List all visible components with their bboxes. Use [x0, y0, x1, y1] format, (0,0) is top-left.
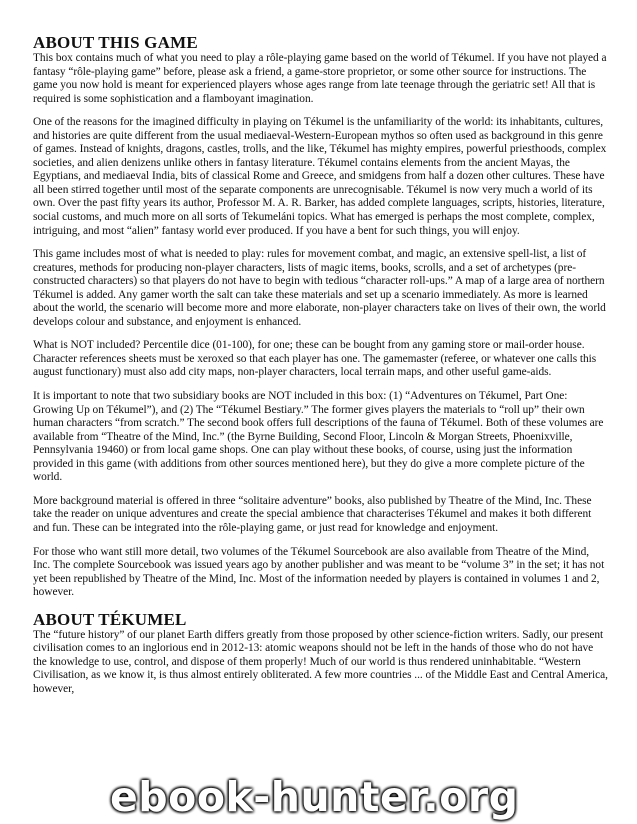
- watermark-text: ebook-hunter.org: [110, 773, 519, 821]
- paragraph: It is important to note that two subsidiary books are NOT included in this box: (1) “Adventures on Tékumel, Part One: Growing Up on Tékumel”), and (2) The “Tékumel Bestiary.” The former gives players the materials to “roll up” their own human characters “from scratch.” The second book offers full descriptions of the fauna of Tékumel. Both of these volumes are available from “Theatre of the Mind, Inc.” (the Byrne Building, Second Floor, Lincoln & Morgan Streets, Phoenixville, Pennsylvania 19460) or from local game shops. One can play without these books, of course, using just the information provided in this game (with additions from other sources mentioned here), but they do give a more complete picture of the world.: [33, 390, 604, 484]
- paragraph: One of the reasons for the imagined difficulty in playing on Tékumel is the unfamiliarity of the world: its inhabitants, cultures, and histories are quite different from the usual mediaeval-Western-European mythos so often used as background in this genre of games. Instead of knights, dragons, castles, trolls, and the like, Tékumel has mighty empires, powerful priesthoods, complex societies, and alien denizens unlike others in fantasy literature. Tékumel contains elements from the ancient Mayas, the Egyptians, and mediaeval India, bits of classical Rome and Greece, and smidgens from half a dozen other cultures. These have all been stirred together until most of the separate components are unrecognisable. Tékumel is now very much a world of its own. Over the past fifty years its author, Professor M. A. R. Barker, has added complete languages, scripts, histories, literature, social customs, and much more on all sorts of Tekumeláni topics. What has emerged is perhaps the most complete, complex, intriguing, and most “alien” fantasy world ever produced. If you have a bent for such things, you will enjoy.: [33, 116, 607, 237]
- section-heading-about-tekumel: ABOUT TÉKUMEL: [33, 609, 187, 629]
- paragraph: More background material is offered in three “solitaire adventure” books, also published by Theatre of the Mind, Inc. These take the reader on unique adventures and create the special ambience that characterises Tékumel and makes it both different and fun. These can be integrated into the rôle-playing game, or just read for knowledge and enjoyment.: [33, 494, 592, 534]
- paragraph: This game includes most of what is needed to play: rules for movement combat, and magic, an extensive spell-list, a list of creatures, methods for producing non-player characters, lists of magic items, books, scrolls, and a set of archetypes (pre-constructed characters) so that players do not have to begin with tedious “character roll-ups.” A map of a large area of northern Tékumel is added. Any gamer worth the salt can take these materials and set up a scenario immediately. As more is learned about the world, the scenario will become more and more elaborate, non-player characters take on lives of their own, the world develops colour and substance, and enjoyment is enhanced.: [33, 248, 606, 328]
- document-page: [33, 33, 608, 706]
- paragraph: The “future history” of our planet Earth differs greatly from those proposed by other science-fiction writers. Sadly, our present civilisation comes to an inglorious end in 2012-13: atomic weapons should not be left in the hands of those who do not have the knowledge to use, control, and dispose of them properly! Much of our world is thus rendered uninhabitable. “Western Civilisation, as we know it, is thus almost entirely obliterated. A few more countries ... of the Middle East and Central America, however,: [33, 628, 608, 695]
- paragraph: For those who want still more detail, two volumes of the Tékumel Sourcebook are also available from Theatre of the Mind, Inc. The complete Sourcebook was issued years ago by another publisher and was meant to be “volume 3” in the set; it has not yet been republished by Theatre of the Mind, Inc. Most of the information needed by players is contained in volumes 1 and 2, however.: [33, 545, 605, 599]
- paragraph: What is NOT included? Percentile dice (01-100), for one; these can be bought from any gaming store or mail-order house. Character references sheets must be xeroxed so that each player has one. The gamemaster (referee, or whatever one calls this august functionary) must also add city maps, non-player characters, local terrain maps, and other useful game-aids.: [33, 339, 597, 379]
- paragraph: This box contains much of what you need to play a rôle-playing game based on the world of Tékumel. If you have not played a fantasy “rôle-playing game” before, please ask a friend, a game-store proprietor, or some other source for instructions. The game you now hold is meant for experienced players whose ages range from late teenage through the geriatric set! All that is required is some sophistication and a flamboyant imagination.: [33, 52, 607, 105]
- section-heading-about-this-game: ABOUT THIS GAME: [33, 33, 198, 52]
